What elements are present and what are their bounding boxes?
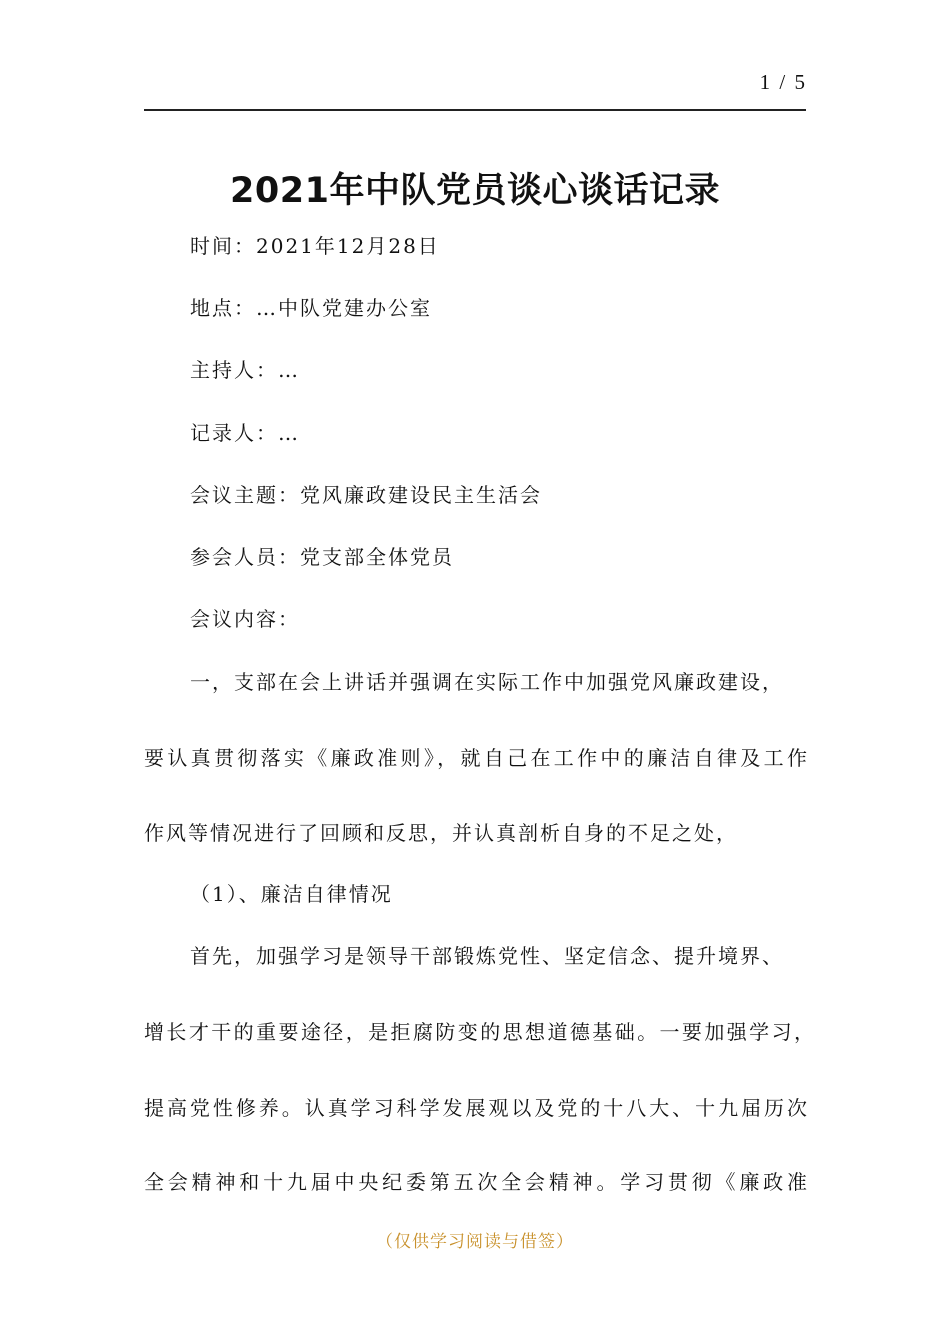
meta-recorder: 记录人：… <box>190 421 300 445</box>
meta-time: 时间：2021年12月28日 <box>190 234 440 258</box>
header-rule <box>144 109 806 111</box>
body-line: （1）、廉洁自律情况 <box>190 882 393 906</box>
meta-host: 主持人：… <box>190 358 300 382</box>
body-line: 首先，加强学习是领导干部锻炼党性、坚定信念、提升境界、 <box>190 944 784 968</box>
body-line: 增长才干的重要途径，是拒腐防变的思想道德基础。一要加强学习， <box>144 1020 816 1044</box>
body-line: 作风等情况进行了回顾和反思，并认真剖析自身的不足之处， <box>144 821 738 845</box>
meta-place: 地点：…中队党建办公室 <box>190 296 432 320</box>
meta-attendees: 参会人员：党支部全体党员 <box>190 545 454 569</box>
body-line: 提高党性修养。认真学习科学发展观以及党的十八大、十九届历次 <box>144 1096 809 1120</box>
body-line: 全会精神和十九届中央纪委第五次全会精神。学习贯彻《廉政准 <box>144 1170 809 1194</box>
body-line: 一，支部在会上讲话并强调在实际工作中加强党风廉政建设， <box>190 670 784 694</box>
page-number: 1 / 5 <box>759 70 807 94</box>
document-title: 2021年中队党员谈心谈话记录 <box>230 171 720 211</box>
meta-topic: 会议主题：党风廉政建设民主生活会 <box>190 483 542 507</box>
body-line: 要认真贯彻落实《廉政准则》，就自己在工作中的廉洁自律及工作 <box>144 746 809 770</box>
meta-content-label: 会议内容： <box>190 607 300 631</box>
footer-note: （仅供学习阅读与借签） <box>376 1232 574 1252</box>
